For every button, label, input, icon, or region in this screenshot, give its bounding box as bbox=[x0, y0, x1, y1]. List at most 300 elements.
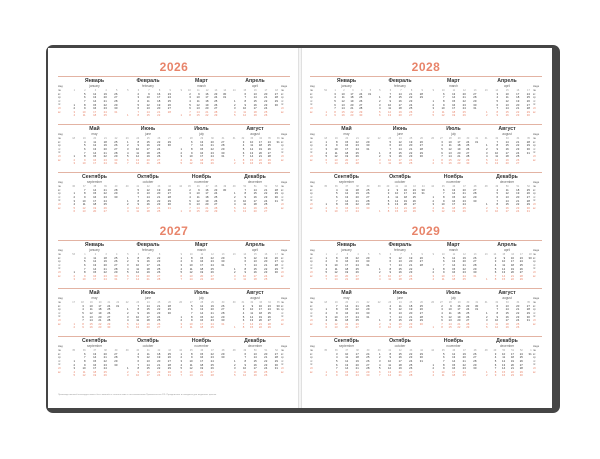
week-number: 52 bbox=[271, 349, 278, 353]
week-number: 50 bbox=[250, 349, 257, 353]
weekday-label: вт bbox=[58, 189, 67, 193]
week-number: 11 bbox=[193, 89, 200, 93]
day-number: 18 bbox=[153, 353, 160, 357]
day-number: 22 bbox=[100, 360, 107, 364]
day-number: 15 bbox=[341, 308, 348, 312]
day-number: 23 bbox=[210, 189, 217, 193]
day-number: 21 bbox=[202, 111, 209, 115]
day-number: 29 bbox=[110, 271, 117, 275]
month-january bbox=[68, 77, 121, 125]
day-number: 28 bbox=[516, 275, 523, 279]
day-number: 15 bbox=[196, 316, 203, 320]
day-number: 14 bbox=[196, 144, 203, 148]
week-number: 49 bbox=[229, 185, 236, 189]
month-name-english: january bbox=[68, 248, 121, 252]
day-number: 4 bbox=[122, 268, 129, 272]
day-number: 31 bbox=[271, 367, 278, 371]
day-number: 6 bbox=[184, 107, 191, 111]
day-number: 17 bbox=[143, 148, 150, 152]
day-number: 27 bbox=[516, 364, 523, 368]
day-number: 7 bbox=[79, 100, 86, 104]
day-number: 24 bbox=[153, 374, 160, 378]
weekday-label: пт bbox=[58, 199, 67, 203]
month-july bbox=[175, 125, 228, 173]
month-name: Февраль bbox=[374, 242, 427, 248]
weekday-label: ср bbox=[533, 192, 542, 196]
month-name: Май bbox=[320, 126, 373, 132]
day-number: 8 bbox=[79, 155, 86, 159]
day-number: 12 bbox=[193, 200, 200, 204]
day-number: 28 bbox=[462, 155, 469, 159]
day-number: 10 bbox=[186, 155, 193, 159]
day-number: 16 bbox=[448, 271, 455, 275]
day-number: 18 bbox=[512, 96, 519, 100]
day-number: 27 bbox=[217, 308, 224, 312]
week-number: 30 bbox=[462, 137, 469, 141]
day-number: 18 bbox=[255, 312, 262, 316]
day-number: 22 bbox=[95, 323, 102, 327]
days-grid bbox=[320, 353, 373, 379]
day-number: 23 bbox=[207, 356, 214, 360]
day-number: 6 bbox=[239, 93, 246, 97]
month-april bbox=[229, 241, 282, 289]
month-name: Август bbox=[229, 126, 282, 132]
week-number: 4 bbox=[100, 89, 107, 93]
day-number: 27 bbox=[103, 316, 110, 320]
week-number: 48 bbox=[469, 185, 476, 189]
day-number: 5 bbox=[481, 159, 488, 163]
day-number: 23 bbox=[100, 107, 107, 111]
week-number: 20 bbox=[89, 137, 96, 141]
day-number: 21 bbox=[100, 100, 107, 104]
day-number: 3 bbox=[436, 308, 443, 312]
day-number: 16 bbox=[502, 114, 509, 118]
weekday-label: сб bbox=[281, 107, 290, 111]
day-number: 10 bbox=[186, 323, 193, 327]
day-number: 17 bbox=[395, 326, 402, 330]
day-number: 8 bbox=[237, 326, 244, 330]
day-number: 6 bbox=[489, 364, 496, 368]
week-number: 38 bbox=[352, 185, 359, 189]
day-number: 8 bbox=[239, 268, 246, 272]
day-number: 5 bbox=[239, 257, 246, 261]
month-name: Январь bbox=[320, 78, 373, 84]
day-number: 10 bbox=[438, 275, 445, 279]
day-number: 7 bbox=[491, 200, 498, 204]
weekday-label: чт bbox=[310, 360, 319, 364]
day-number: 3 bbox=[122, 264, 129, 268]
week-number: 15 bbox=[502, 89, 509, 93]
day-number: 31 bbox=[418, 192, 425, 196]
day-number: 8 bbox=[132, 200, 139, 204]
day-number: 8 bbox=[438, 364, 445, 368]
day-number: 11 bbox=[132, 152, 139, 156]
week-number: 20 bbox=[341, 137, 348, 141]
day-number: 19 bbox=[95, 312, 102, 316]
week-number: 36 bbox=[331, 185, 338, 189]
day-number: 15 bbox=[196, 148, 203, 152]
day-number: 5 bbox=[77, 312, 84, 316]
day-number: 5 bbox=[331, 360, 338, 364]
day-number: 12 bbox=[338, 100, 345, 104]
day-number: 8 bbox=[491, 203, 498, 207]
weekday-label: пт bbox=[310, 151, 319, 155]
day-number: 13 bbox=[250, 353, 257, 357]
month-april bbox=[481, 241, 534, 289]
day-number: 15 bbox=[502, 203, 509, 207]
day-number: 4 bbox=[481, 155, 488, 159]
day-number: 3 bbox=[374, 326, 381, 330]
month-name: Январь bbox=[68, 78, 121, 84]
day-number: 29 bbox=[362, 203, 369, 207]
day-number: 19 bbox=[202, 104, 209, 108]
weekday-labels-right bbox=[533, 349, 542, 374]
day-number: 15 bbox=[143, 367, 150, 371]
day-number: 26 bbox=[153, 155, 160, 159]
weekday-label: вс bbox=[58, 323, 67, 327]
week-number: 40 bbox=[122, 185, 129, 189]
day-number: 22 bbox=[352, 257, 359, 261]
month-name-english: november bbox=[427, 180, 480, 184]
day-number: 1 bbox=[122, 141, 129, 145]
week-number: 41 bbox=[391, 185, 398, 189]
days-grid bbox=[481, 257, 534, 283]
week-number: 23 bbox=[122, 137, 129, 141]
day-number: 5 bbox=[175, 162, 182, 166]
day-number: 15 bbox=[250, 360, 257, 364]
day-number: 16 bbox=[89, 196, 96, 200]
day-number: 9 bbox=[132, 371, 139, 375]
weeks-header-left: Нед bbox=[58, 85, 63, 89]
day-number: 8 bbox=[132, 367, 139, 371]
day-number: 5 bbox=[184, 104, 191, 108]
weekday-label: пт bbox=[533, 315, 542, 319]
day-number: 24 bbox=[405, 275, 412, 279]
day-number: 9 bbox=[438, 104, 445, 108]
day-number: 3 bbox=[122, 316, 129, 320]
day-number: 29 bbox=[271, 360, 278, 364]
day-number: 8 bbox=[329, 111, 336, 115]
week-number: 46 bbox=[196, 349, 203, 353]
day-number: 10 bbox=[79, 111, 86, 115]
day-number: 9 bbox=[79, 196, 86, 200]
week-number: 44 bbox=[175, 349, 182, 353]
day-number: 26 bbox=[516, 360, 523, 364]
day-number: 13 bbox=[331, 159, 338, 163]
year-block-2029 bbox=[310, 224, 542, 384]
day-number: 7 bbox=[239, 356, 246, 360]
month-name-english: january bbox=[68, 84, 121, 88]
day-number: 19 bbox=[89, 207, 96, 211]
week-number: 39 bbox=[362, 185, 369, 189]
weekday-label: вс bbox=[281, 275, 290, 279]
day-number: 18 bbox=[341, 319, 348, 323]
day-number: 24 bbox=[512, 210, 519, 214]
day-number: 1 bbox=[481, 371, 488, 375]
day-number: 21 bbox=[100, 152, 107, 156]
day-number: 22 bbox=[459, 100, 466, 104]
day-number: 30 bbox=[462, 162, 469, 166]
day-number: 13 bbox=[186, 275, 193, 279]
month-december bbox=[481, 337, 534, 385]
day-number: 12 bbox=[395, 308, 402, 312]
weekday-labels-left bbox=[310, 253, 319, 278]
weekday-label: пн bbox=[533, 349, 542, 353]
day-number: 4 bbox=[237, 144, 244, 148]
day-number: 2 bbox=[481, 148, 488, 152]
weekday-label: ср bbox=[533, 96, 542, 100]
month-october bbox=[374, 337, 427, 385]
day-number: 20 bbox=[255, 319, 262, 323]
day-number: 21 bbox=[143, 162, 150, 166]
week-number: 45 bbox=[184, 185, 191, 189]
week-number: 25 bbox=[143, 137, 150, 141]
day-number: 25 bbox=[264, 144, 271, 148]
month-december bbox=[229, 337, 282, 385]
weekday-label: вс bbox=[310, 111, 319, 115]
weekday-label: пн bbox=[281, 301, 290, 305]
day-number: 21 bbox=[459, 264, 466, 268]
day-number: 7 bbox=[491, 141, 498, 145]
weeks-header-left: Нед bbox=[58, 181, 63, 185]
day-number: 4 bbox=[77, 308, 84, 312]
day-number: 14 bbox=[341, 305, 348, 309]
week-number: 18 bbox=[320, 137, 327, 141]
day-number: 6 bbox=[320, 326, 327, 330]
day-number: 15 bbox=[250, 192, 257, 196]
day-number: 16 bbox=[448, 367, 455, 371]
day-number: 31 bbox=[164, 207, 171, 211]
day-number: 9 bbox=[132, 203, 139, 207]
day-number: 12 bbox=[86, 312, 93, 316]
day-number: 9 bbox=[143, 93, 150, 97]
day-number: 17 bbox=[448, 203, 455, 207]
week-number: 13 bbox=[469, 253, 476, 257]
month-december bbox=[481, 173, 534, 221]
weekday-label: чт bbox=[58, 312, 67, 316]
day-number: 2 bbox=[68, 196, 75, 200]
day-number: 20 bbox=[100, 353, 107, 357]
day-number: 2 bbox=[184, 189, 191, 193]
day-number: 23 bbox=[352, 374, 359, 378]
day-number: 17 bbox=[502, 319, 509, 323]
weekday-label: пн bbox=[533, 137, 542, 141]
day-number: 4 bbox=[229, 203, 236, 207]
weekday-label: пн bbox=[281, 185, 290, 189]
day-number: 20 bbox=[352, 364, 359, 368]
day-number: 21 bbox=[459, 192, 466, 196]
weekday-label: вс bbox=[58, 371, 67, 375]
day-number: 27 bbox=[352, 275, 359, 279]
weekday-label: ср bbox=[58, 260, 67, 264]
week-number: 44 bbox=[427, 185, 434, 189]
day-number: 9 bbox=[186, 319, 193, 323]
day-number: 2 bbox=[229, 162, 236, 166]
month-march bbox=[175, 77, 228, 125]
weekday-label: сб bbox=[533, 155, 542, 159]
day-number: 10 bbox=[79, 200, 86, 204]
day-number: 3 bbox=[229, 367, 236, 371]
day-number: 1 bbox=[374, 353, 381, 357]
day-number: 8 bbox=[132, 141, 139, 145]
week-number: 26 bbox=[416, 301, 423, 305]
day-number: 8 bbox=[384, 268, 391, 272]
day-number: 16 bbox=[395, 100, 402, 104]
weekday-label: ср bbox=[58, 96, 67, 100]
day-number: 23 bbox=[260, 104, 267, 108]
day-number: 20 bbox=[395, 114, 402, 118]
day-number: 10 bbox=[438, 107, 445, 111]
month-name-english: march bbox=[175, 84, 228, 88]
month-name-english: september bbox=[320, 344, 373, 348]
weekday-label: ср bbox=[310, 144, 319, 148]
day-number: 16 bbox=[502, 148, 509, 152]
day-number: 18 bbox=[507, 356, 514, 360]
month-name: Март bbox=[427, 242, 480, 248]
day-number: 15 bbox=[498, 371, 505, 375]
day-number: 5 bbox=[132, 189, 139, 193]
day-number: 22 bbox=[207, 316, 214, 320]
day-number: 30 bbox=[523, 316, 530, 320]
week-number: 34 bbox=[264, 301, 271, 305]
weekday-label: ср bbox=[533, 144, 542, 148]
day-number: 24 bbox=[210, 192, 217, 196]
day-number: 9 bbox=[438, 367, 445, 371]
week-number: 9 bbox=[427, 89, 434, 93]
day-number: 2 bbox=[427, 271, 434, 275]
day-number: 8 bbox=[384, 152, 391, 156]
week-number: 28 bbox=[186, 137, 193, 141]
weekday-label: вт bbox=[281, 353, 290, 357]
week-number: 45 bbox=[438, 185, 445, 189]
day-number: 19 bbox=[454, 148, 461, 152]
week-number: 5 bbox=[110, 89, 117, 93]
day-number: 26 bbox=[362, 192, 369, 196]
month-january bbox=[68, 241, 121, 289]
day-number: 23 bbox=[459, 104, 466, 108]
day-number: 18 bbox=[143, 210, 150, 214]
day-number: 14 bbox=[143, 305, 150, 309]
week-number: 13 bbox=[210, 89, 217, 93]
weekday-label: сб bbox=[281, 319, 290, 323]
week-number: 42 bbox=[400, 185, 407, 189]
month-name: Ноябрь bbox=[427, 174, 480, 180]
days-grid bbox=[68, 305, 121, 331]
day-number: 25 bbox=[512, 155, 519, 159]
days-grid bbox=[175, 305, 228, 331]
day-number: 26 bbox=[352, 271, 359, 275]
day-number: 13 bbox=[246, 152, 253, 156]
day-number: 26 bbox=[512, 326, 519, 330]
day-number: 21 bbox=[347, 107, 354, 111]
day-number: 17 bbox=[89, 367, 96, 371]
weekday-labels-left bbox=[58, 349, 67, 374]
day-number: 11 bbox=[143, 100, 150, 104]
day-number: 12 bbox=[341, 360, 348, 364]
week-number: 44 bbox=[175, 185, 182, 189]
day-number: 24 bbox=[100, 278, 107, 282]
week-number: 41 bbox=[132, 185, 139, 189]
day-number: 16 bbox=[196, 319, 203, 323]
day-number: 13 bbox=[448, 260, 455, 264]
week-number: 18 bbox=[320, 301, 327, 305]
day-number: 24 bbox=[516, 260, 523, 264]
day-number: 16 bbox=[502, 316, 509, 320]
day-number: 30 bbox=[271, 271, 278, 275]
day-number: 18 bbox=[454, 312, 461, 316]
day-number: 17 bbox=[341, 148, 348, 152]
week-number: 52 bbox=[516, 349, 523, 353]
day-number: 5 bbox=[331, 192, 338, 196]
day-number: 3 bbox=[229, 107, 236, 111]
month-name: Сентябрь bbox=[68, 338, 121, 344]
day-number: 30 bbox=[523, 207, 530, 211]
day-number: 24 bbox=[260, 367, 267, 371]
week-number: 16 bbox=[512, 89, 519, 93]
week-number: 33 bbox=[502, 137, 509, 141]
day-number: 26 bbox=[264, 148, 271, 152]
day-number: 5 bbox=[229, 207, 236, 211]
day-number: 22 bbox=[100, 104, 107, 108]
day-number: 12 bbox=[448, 353, 455, 357]
week-number: 19 bbox=[79, 137, 86, 141]
day-number: 2 bbox=[175, 260, 182, 264]
day-number: 5 bbox=[237, 148, 244, 152]
day-number: 28 bbox=[207, 278, 214, 282]
days-grid bbox=[320, 93, 373, 119]
month-august bbox=[481, 289, 534, 337]
day-number: 21 bbox=[512, 141, 519, 145]
day-number: 1 bbox=[320, 257, 327, 261]
month-name-english: february bbox=[122, 84, 175, 88]
day-number: 16 bbox=[400, 189, 407, 193]
day-number: 25 bbox=[100, 371, 107, 375]
day-number: 3 bbox=[320, 210, 327, 214]
quarter-row bbox=[310, 76, 542, 125]
day-number: 8 bbox=[79, 271, 86, 275]
day-number: 20 bbox=[459, 189, 466, 193]
weekday-label: ср bbox=[310, 192, 319, 196]
day-number: 17 bbox=[448, 107, 455, 111]
week-number: 50 bbox=[239, 185, 246, 189]
day-number: 12 bbox=[395, 257, 402, 261]
day-number: 3 bbox=[489, 260, 496, 264]
month-name: Октябрь bbox=[374, 338, 427, 344]
day-number: 17 bbox=[89, 111, 96, 115]
day-number: 19 bbox=[202, 200, 209, 204]
day-number: 10 bbox=[341, 353, 348, 357]
day-number: 18 bbox=[153, 100, 160, 104]
week-number: 31 bbox=[229, 137, 236, 141]
weekday-label: чт bbox=[533, 312, 542, 316]
day-number: 8 bbox=[436, 326, 443, 330]
day-number: 8 bbox=[237, 159, 244, 163]
day-number: 24 bbox=[210, 96, 217, 100]
day-number: 26 bbox=[210, 104, 217, 108]
day-number: 29 bbox=[217, 257, 224, 261]
week-number: 51 bbox=[512, 185, 519, 189]
day-number: 29 bbox=[271, 100, 278, 104]
day-number: 17 bbox=[202, 192, 209, 196]
weekday-label: пн bbox=[58, 185, 67, 189]
day-number: 12 bbox=[391, 200, 398, 204]
day-number: 2 bbox=[374, 356, 381, 360]
day-number: 24 bbox=[207, 264, 214, 268]
weekday-label: чт bbox=[310, 148, 319, 152]
month-january bbox=[320, 241, 373, 289]
weekday-label: вт bbox=[58, 257, 67, 261]
day-number: 13 bbox=[445, 152, 452, 156]
